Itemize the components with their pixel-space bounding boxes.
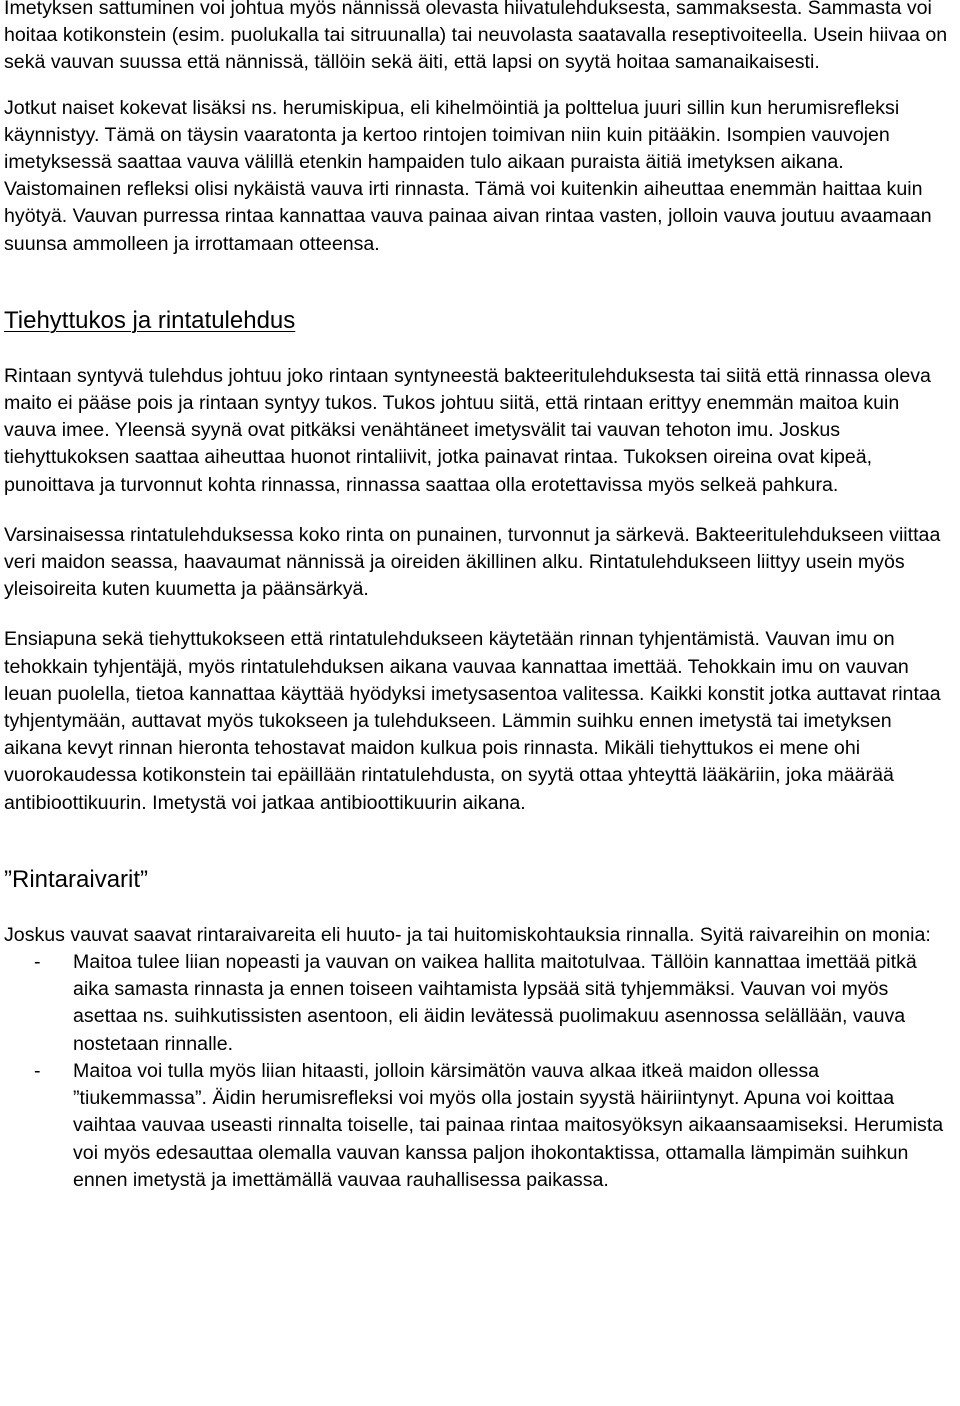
- list-item-text: Maitoa tulee liian nopeasti ja vauvan on vaikea hallita maitotulvaa. Tällöin kannattaa imettää pitkä aika samasta rinnasta ja ennen toiseen vaihtamista lypsää sitä tyhjemmäksi. Vauvan voi myös asettaa ns. suihkutissisten asentoon, eli äidin levätessä puolimakuu asennossa selällään, vauva nostetaan rinnalle.: [73, 951, 917, 1055]
- document-page: [4, 0, 954, 1194]
- spacer: [4, 258, 954, 306]
- spacer: [4, 336, 954, 363]
- section-heading-breast-tantrums: [4, 865, 954, 895]
- list-item-text: Maitoa voi tulla myös liian hitaasti, jolloin kärsimätön vauva alkaa itkeä maidon ollessa ”tiukemmassa”. Äidin herumisrefleksi voi myös olla jostain syystä häiriintynyt. Apuna voi koittaa vaihtaa vauvaa useasti rinnalta toiselle, tai painaa rintaa maitosyöksyn aikaansaamiseksi. Herumista voi myös edesauttaa olemalla vauvan kanssa paljon ihokontaktissa, ottamalla lämpimän suihkun ennen imetystä ja imettämällä vauvaa rauhallisessa paikassa.: [73, 1059, 944, 1191]
- heading-text: Tiehyttukos ja rintatulehdus: [4, 306, 296, 334]
- paragraph-tantrum-intro: Joskus vauvat saavat rintaraivareita eli huuto- ja tai huitomiskohtauksia rinnalla. Syitä raivareihin on monia:: [4, 923, 931, 946]
- list-bullet: -: [34, 1059, 41, 1082]
- paragraph-first-aid: Ensiapuna sekä tiehyttukokseen että rintatulehdukseen käytetään rinnan tyhjentämistä. Vauvan imu on tehokkain tyhjentäjä, myös rintatulehduksen aikana vauvaa kannattaa imettää. Tehokkain imu on vauvan leuan puolella, tietoa kannattaa käyttää hyödyksi imetysasentoa valitessa. Kaikki konstit jotka auttavat rintaa tyhjentymään, auttavat myös tukokseen ja tulehdukseen. Lämmin suihku ennen imetystä tai imetyksen aikana kevyt rinnan hieronta tehostavat maidon kulkua pois rinnasta. Mikäli tiehyttukos ei mene ohi vuorokaudessa kotikonstein tai epäillään rintatulehdusta, on syytä ottaa yhteyttä lääkäriin, joka määrää antibioottikuurin. Imetystä voi jatkaa antibioottikuurin aikana.: [4, 628, 941, 814]
- causes-list: [4, 949, 954, 1194]
- list-item: [4, 1058, 954, 1194]
- spacer: [4, 499, 954, 522]
- spacer: [4, 895, 954, 922]
- paragraph-mastitis-symptoms: Varsinaisessa rintatulehduksessa koko rinta on punainen, turvonnut ja särkevä. Bakteeritulehdukseen viittaa veri maidon seassa, haavaumat nännissä ja oireiden äkillinen alku. Rintatulehdukseen liittyy usein myös yleisoireita kuten kuumetta ja päänsärkyä.: [4, 523, 941, 601]
- spacer: [4, 817, 954, 865]
- section-heading-duct-blockage: [4, 306, 954, 336]
- list-bullet: -: [34, 951, 41, 974]
- spacer: [4, 603, 954, 626]
- heading-text: ”Rintaraivarit”: [4, 865, 149, 893]
- spacer: [4, 77, 954, 95]
- paragraph-inflammation-causes: Rintaan syntyvä tulehdus johtuu joko rintaan syntyneestä bakteeritulehduksesta tai siitä että rinnassa oleva maito ei pääse pois ja rintaan syntyy tukos. Tukos johtuu siitä, että rintaan erittyy enemmän maitoa kuin vauva imee. Yleensä syynä ovat pitkäksi venähtäneet imetysvälit tai vauvan tehoton imu. Joskus tiehyttukoksen saattaa aiheuttaa huonot rintaliivit, jotka painavat rintaa. Tukoksen oireina ovat kipeä, punoittava ja turvonnut kohta rinnassa, rinnassa saattaa olla erotettavissa myös selkeä pahkura.: [4, 364, 931, 496]
- paragraph-let-down-pain: Jotkut naiset kokevat lisäksi ns. herumiskipua, eli kihelmöintiä ja polttelua juuri sillin kun herumisrefleksi käynnistyy. Tämä on täysin vaaratonta ja kertoo rintojen toimivan niin kuin pitääkin. Isompien vauvojen imetyksessä saattaa vauva välillä etenkin hampaiden tulo aikaan puraista äitiä imetyksen aikana. Vaistomainen refleksi olisi nykäistä vauva irti rinnasta. Tämä voi kuitenkin aiheuttaa enemmän haittaa kuin hyötyä. Vauvan purressa rintaa kannattaa vauva painaa aivan rintaa vasten, jolloin vauva joutuu avaamaan suunsa ammolleen ja irrottamaan otteensa.: [4, 96, 932, 255]
- paragraph-thrush: Imetyksen sattuminen voi johtua myös nännissä olevasta hiivatulehduksesta, sammaksesta. Sammasta voi hoitaa kotikonstein (esim. puolukalla tai sitruunalla) tai neuvolasta saatavalla reseptivoiteella. Usein hiivaa on sekä vauvan suussa että nännissä, tällöin sekä äiti, että lapsi on syytä hoitaa samanaikaisesti.: [4, 0, 948, 74]
- list-item: [4, 949, 954, 1058]
